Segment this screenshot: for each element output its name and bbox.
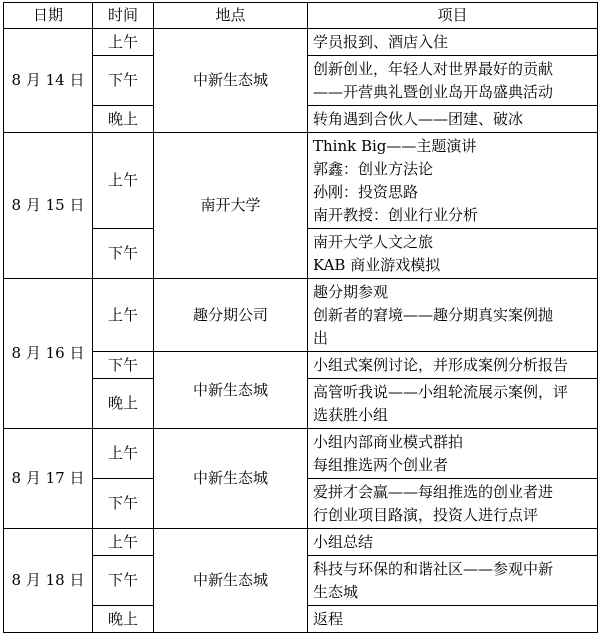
place-cell: 南开大学 <box>154 133 308 279</box>
time-cell: 下午 <box>93 556 154 606</box>
header-items: 项目 <box>308 3 598 29</box>
item-line: 生态城 <box>313 583 359 601</box>
item-line: 创新创业，年轻人对世界最好的贡献 <box>313 60 554 78</box>
place-cell: 中新生态城 <box>154 352 308 429</box>
time-cell: 上午 <box>93 429 154 479</box>
items-cell <box>308 479 598 529</box>
time-cell: 上午 <box>93 529 154 556</box>
header-place: 地点 <box>154 3 308 29</box>
place-cell: 中新生态城 <box>154 429 308 529</box>
date-cell: 8 月 16 日 <box>4 279 93 429</box>
table-row <box>4 29 598 56</box>
items-cell <box>308 29 598 56</box>
item-line: ——开营典礼暨创业岛开岛盛典活动 <box>313 83 554 101</box>
date-cell: 8 月 17 日 <box>4 429 93 529</box>
date-cell: 8 月 15 日 <box>4 133 93 279</box>
item-line: 高管听我说——小组轮流展示案例，评 <box>313 383 569 401</box>
item-line: 小组内部商业模式群拍 <box>313 433 464 451</box>
table-row <box>4 352 598 379</box>
item-line: 南开教授：创业行业分析 <box>313 206 479 224</box>
time-cell: 上午 <box>93 133 154 229</box>
items-cell <box>308 106 598 133</box>
time-cell: 上午 <box>93 29 154 56</box>
table-row <box>4 133 598 229</box>
date-cell: 8 月 18 日 <box>4 529 93 633</box>
item-line: 选获胜小组 <box>313 406 389 424</box>
items-cell <box>308 56 598 106</box>
item-line: 转角遇到合伙人——团建、破冰 <box>313 110 524 128</box>
place-cell: 中新生态城 <box>154 529 308 633</box>
item-line: 学员报到、酒店入住 <box>313 33 449 51</box>
place-cell: 趣分期公司 <box>154 279 308 352</box>
item-line: 小组式案例讨论，并形成案例分析报告 <box>313 356 569 374</box>
item-line: 创新者的窘境——趣分期真实案例抛 <box>313 306 554 324</box>
item-line: 郭鑫：创业方法论 <box>313 160 434 178</box>
items-cell <box>308 429 598 479</box>
header-row <box>4 3 598 29</box>
time-cell: 上午 <box>93 279 154 352</box>
place-cell: 中新生态城 <box>154 29 308 133</box>
item-line: 行创业项目路演，投资人进行点评 <box>313 506 539 524</box>
table-row <box>4 529 598 556</box>
time-cell: 下午 <box>93 229 154 279</box>
time-cell: 晚上 <box>93 106 154 133</box>
item-line: 小组总结 <box>313 533 374 551</box>
time-cell: 晚上 <box>93 379 154 429</box>
item-line: 孙刚：投资思路 <box>313 183 419 201</box>
time-cell: 下午 <box>93 56 154 106</box>
item-line: KAB 商业游戏模拟 <box>313 256 441 274</box>
table-row <box>4 279 598 352</box>
item-line: 南开大学人文之旅 <box>313 233 434 251</box>
items-cell <box>308 133 598 229</box>
item-line: 返程 <box>313 610 344 628</box>
items-cell <box>308 529 598 556</box>
table-row <box>4 429 598 479</box>
time-cell: 下午 <box>93 479 154 529</box>
items-cell <box>308 379 598 429</box>
item-line: 每组推选两个创业者 <box>313 456 449 474</box>
time-cell: 晚上 <box>93 606 154 633</box>
time-cell: 下午 <box>93 352 154 379</box>
items-cell <box>308 279 598 352</box>
header-time: 时间 <box>93 3 154 29</box>
item-line: Think Big——主题演讲 <box>313 137 477 155</box>
items-cell <box>308 229 598 279</box>
items-cell <box>308 352 598 379</box>
item-line: 爱拼才会赢——每组推选的创业者进 <box>313 483 554 501</box>
header-date: 日期 <box>4 3 93 29</box>
item-line: 趣分期参观 <box>313 283 389 301</box>
items-cell <box>308 556 598 606</box>
item-line: 出 <box>313 329 329 347</box>
date-cell: 8 月 14 日 <box>4 29 93 133</box>
items-cell <box>308 606 598 633</box>
schedule-table <box>3 2 598 633</box>
item-line: 科技与环保的和谐社区——参观中新 <box>313 560 554 578</box>
